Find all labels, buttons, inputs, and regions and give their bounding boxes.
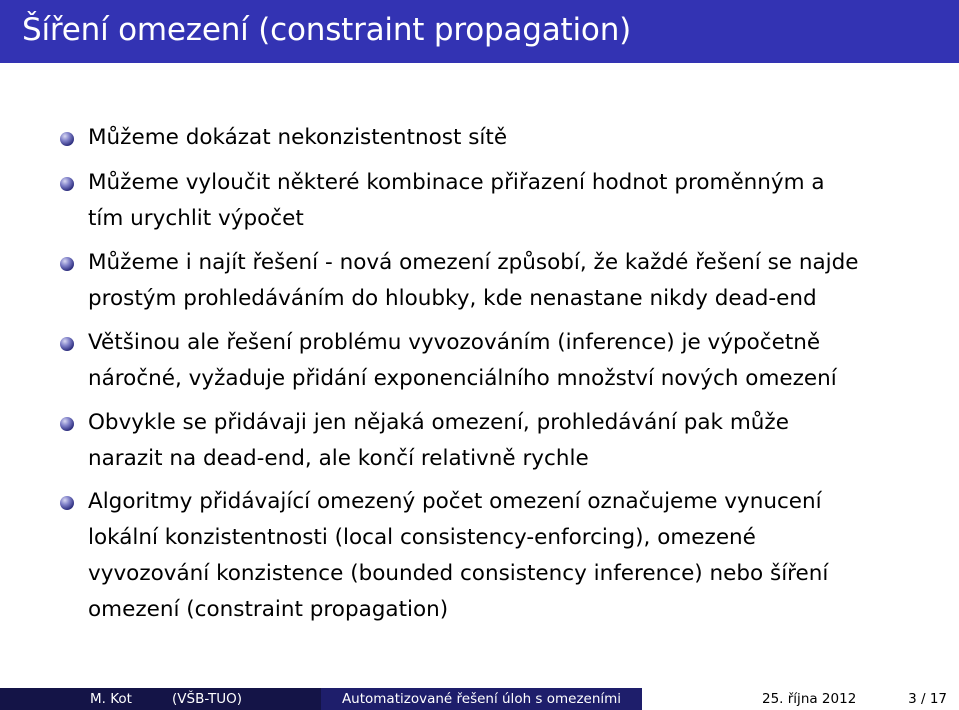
- footer-date: 25. října 2012: [762, 691, 857, 707]
- bullet-ball-icon: [60, 257, 74, 271]
- bullet-ball-icon: [60, 177, 74, 191]
- bullet-item: [88, 325, 928, 397]
- bullet-ball-icon: [60, 132, 74, 146]
- footer-author: M. Kot: [90, 691, 132, 707]
- bullet-text: omezení (constraint propagation): [88, 597, 449, 622]
- bullet-ball-icon: [60, 337, 74, 351]
- bullet-ball-icon: [60, 496, 74, 510]
- bullet-text: Můžeme i najít řešení - nová omezení způsobí, že každé řešení se najde: [88, 250, 859, 275]
- bullet-item: [88, 245, 928, 317]
- bullet-text: vyvozování konzistence (bounded consistency inference) nebo šíření: [88, 561, 829, 586]
- bullet-text: Můžeme dokázat nekonzistentnost sítě: [88, 125, 508, 150]
- footer-talk-title: Automatizované řešení úloh s omezeními: [341, 691, 622, 707]
- slide-title: Šíření omezení (constraint propagation): [22, 12, 632, 48]
- bullet-text: tím urychlit výpočet: [88, 206, 304, 231]
- bullet-text: Můžeme vyloučit některé kombinace přiřazení hodnot proměnným a: [88, 170, 825, 195]
- bullet-text: narazit na dead-end, ale končí relativně rychle: [88, 446, 589, 471]
- bullet-item: [88, 120, 928, 156]
- footer-date-section: [642, 688, 959, 710]
- page-number: 3 / 17: [908, 691, 947, 707]
- bullet-text: Většinou ale řešení problému vyvozováním (inference) je výpočetně: [88, 330, 821, 355]
- bullet-text: lokální konzistentnosti (local consistency-enforcing), omezené: [88, 525, 756, 550]
- footer-bar: [0, 688, 959, 710]
- bullet-text: náročné, vyžaduje přidání exponenciálního množství nových omezení: [88, 366, 837, 391]
- bullet-item: [88, 484, 928, 628]
- bullet-text: Obvykle se přidávaji jen nějaká omezení, prohledávání pak může: [88, 410, 789, 435]
- bullet-item: [88, 165, 928, 237]
- bullet-text: Algoritmy přidávající omezený počet omezení označujeme vynucení: [88, 489, 822, 514]
- bullet-item: [88, 405, 928, 477]
- footer-author-section: [0, 688, 321, 710]
- bullet-text: prostým prohledáváním do hloubky, kde nenastane nikdy dead-end: [88, 286, 817, 311]
- bullet-ball-icon: [60, 417, 74, 431]
- footer-institute: (VŠB-TUO): [172, 691, 242, 707]
- footer-title-section: [321, 688, 642, 710]
